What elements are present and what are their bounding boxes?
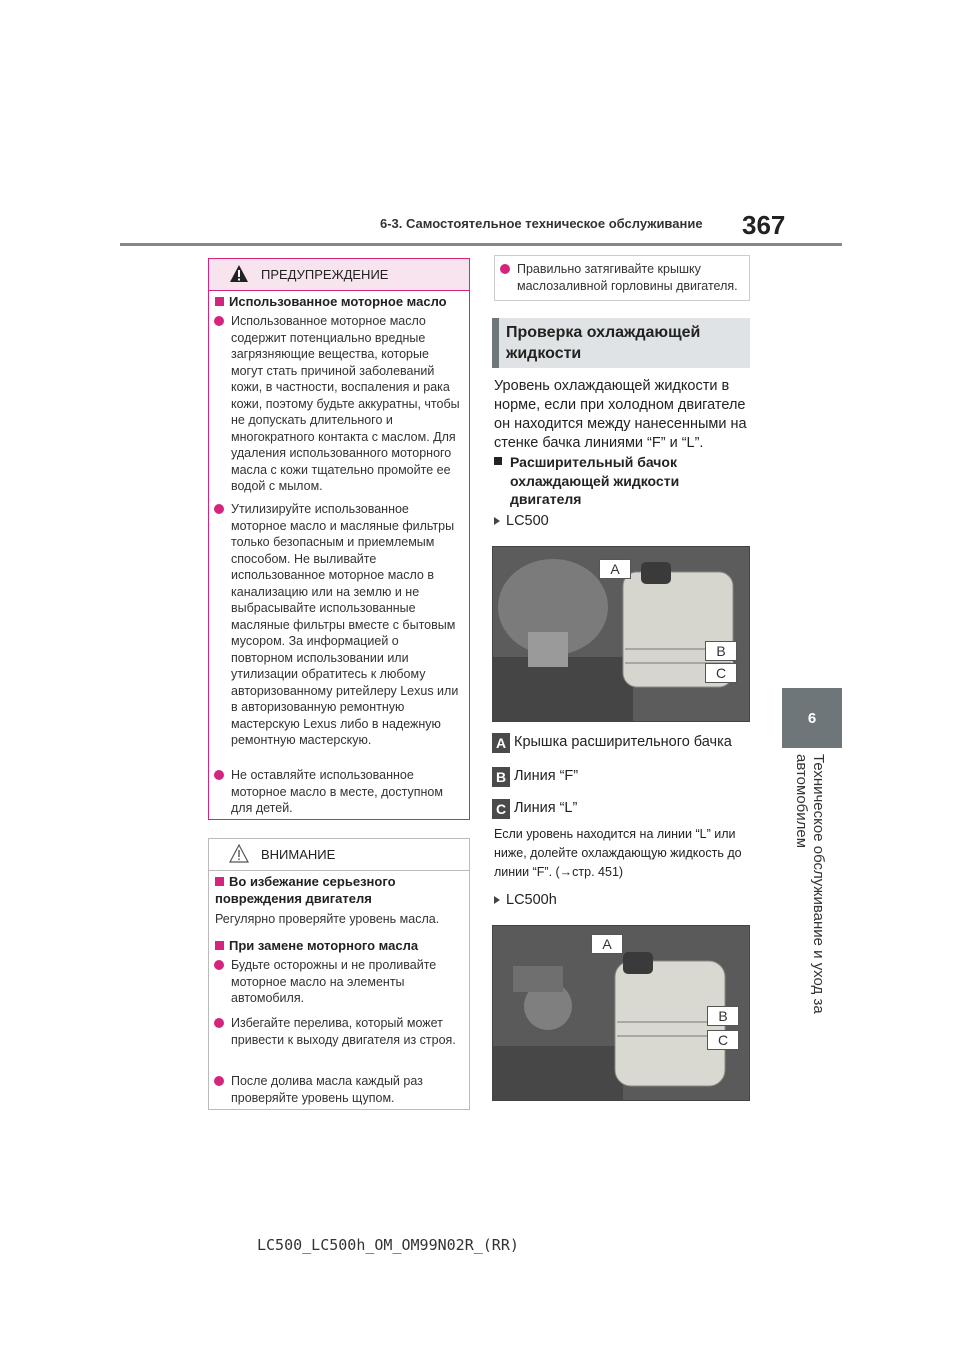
caution-item: После долива масла каждый раз проверяйте уровень щупом.: [231, 1073, 463, 1106]
caution-item: Избегайте перелива, который может привести к выходу двигателя из строя.: [231, 1015, 463, 1048]
caution-title: ВНИМАНИЕ: [261, 847, 336, 862]
bullet-icon: [214, 1018, 224, 1028]
square-bullet-icon: [215, 297, 224, 306]
chapter-title: Техническое обслуживание и уход за автомобилем: [793, 754, 827, 1014]
caution-item: Будьте осторожны и не проливайте моторное масло на элементы автомобиля.: [231, 957, 463, 1007]
chapter-tab: 6: [782, 688, 842, 748]
coolant-subheading: Расширительный бачок охлаждающей жидкости двигателя: [494, 453, 752, 509]
warning-item: Утилизируйте использованное моторное масло и масляные фильтры только безопасным и приемлемым способом. Не выливайте использованное моторное масло в канализацию или на землю и не выбрасывайте использованные масляные фильтры вместе с бытовым мусором. За информацией о повторном использовании или утилизации обратитесь к любому авторизованному ритейлеру Lexus или в авторизованную ремонтную мастерскую Lexus либо в надежную ремонтную мастерскую.: [231, 501, 463, 749]
bullet-icon: [214, 316, 224, 326]
callout-b: B: [705, 641, 737, 661]
warning-icon: [229, 264, 249, 283]
header-divider: [120, 243, 842, 246]
coolant-intro: Уровень охлаждающей жидкости в норме, если при холодном двигателе он находится между нанесенными на стенке бачка линиями “F” и “L”.: [494, 378, 747, 451]
caution-icon: [229, 844, 249, 863]
tip-item: Правильно затягивайте крышку маслозаливной горловины двигателя.: [517, 261, 743, 294]
heading-accent-bar: [492, 318, 499, 368]
caution-box: [208, 838, 470, 1110]
warning-title: ПРЕДУПРЕЖДЕНИЕ: [261, 267, 389, 282]
square-bullet-icon: [215, 877, 224, 886]
lc500h-coolant-tank-photo: [492, 925, 750, 1101]
caution-header: [209, 839, 469, 871]
warning-box: [208, 258, 470, 820]
coolant-note: Если уровень находится на линии “L” или ниже, долейте охлаждающую жидкость до линии “F”. (→стр. 451): [494, 827, 742, 879]
warning-item: Не оставляйте использованное моторное масло в месте, доступном для детей.: [231, 767, 463, 817]
model-lc500h: LC500h: [494, 892, 557, 908]
square-bullet-icon: [494, 457, 502, 465]
warning-header: [209, 259, 469, 291]
square-bullet-icon: [215, 941, 224, 950]
legend-c-text: Линия “L”: [514, 800, 578, 816]
caution-text: Регулярно проверяйте уровень масла.: [215, 912, 440, 926]
page-number: 367: [742, 210, 786, 240]
callout-c: C: [705, 663, 737, 683]
legend-a-text: Крышка расширительного бачка: [514, 734, 732, 750]
document-code: LC500_LC500h_OM_OM99N02R_(RR): [257, 1236, 519, 1254]
label-c: C: [492, 799, 510, 819]
warning-section: Использованное моторное масло: [215, 293, 465, 310]
callout-b: B: [707, 1006, 739, 1026]
legend-b-text: Линия “F”: [514, 768, 579, 784]
bullet-icon: [214, 504, 224, 514]
warning-item: Использованное моторное масло содержит потенциально вредные загрязняющие вещества, которые могут стать причиной заболеваний кожи, в частности, воспаления и рака кожи, поэтому будьте аккуратны, чтобы не допускать длительного и многократного контакта с маслом. Для удаления использованного моторного масла с кожи тщательно промойте ее водой с мылом.: [231, 313, 463, 495]
callout-c: C: [707, 1030, 739, 1050]
bullet-icon: [214, 1076, 224, 1086]
caution-section: При замене моторного масла: [215, 937, 465, 954]
callout-a: A: [599, 559, 631, 579]
label-a: A: [492, 733, 510, 753]
caution-section: Во избежание серьезного повреждения двигателя: [215, 874, 396, 906]
bullet-icon: [214, 960, 224, 970]
arrow-bullet-icon: [494, 896, 500, 904]
callout-a: A: [591, 934, 623, 954]
section-title: 6-3. Самостоятельное техническое обслуживание: [380, 216, 703, 231]
label-b: B: [492, 767, 510, 787]
model-lc500: LC500: [494, 513, 549, 529]
arrow-bullet-icon: [494, 517, 500, 525]
lc500-coolant-tank-photo: [492, 546, 750, 722]
tip-box: [494, 255, 750, 301]
coolant-heading-box: [492, 318, 750, 368]
bullet-icon: [214, 770, 224, 780]
coolant-heading: Проверка охлаждающей жидкости: [506, 324, 701, 362]
bullet-icon: [500, 264, 510, 274]
